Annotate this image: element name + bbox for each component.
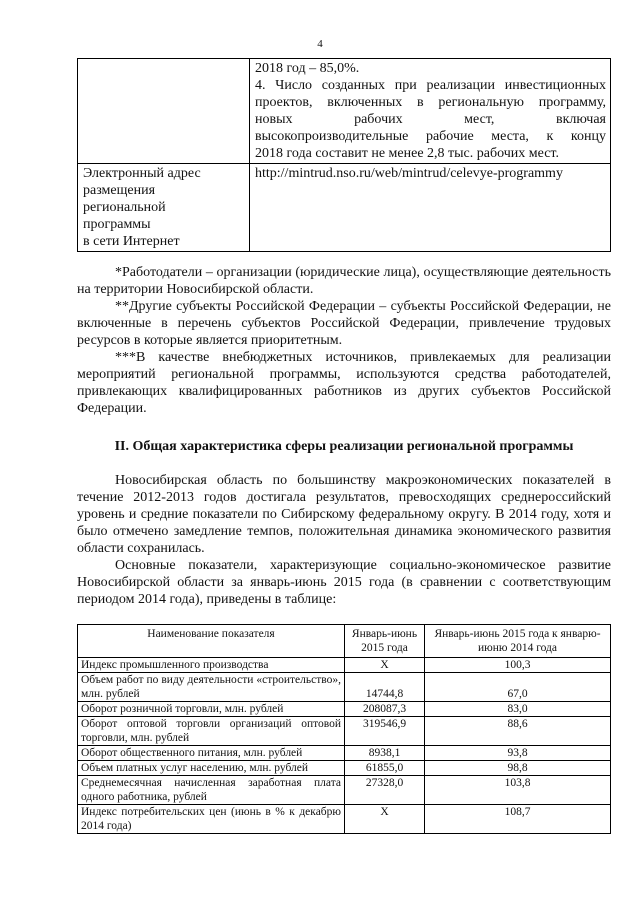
table-row xyxy=(78,59,611,164)
footnotes xyxy=(77,264,611,417)
indicator-name: Оборот оптовой торговли организаций оптовой торговли, млн. рублей xyxy=(78,717,345,746)
indicator-value-2015: 319546,9 xyxy=(345,717,425,746)
cell-line: Электронный адрес xyxy=(83,166,201,181)
table-header-row xyxy=(78,625,611,658)
footnote-other-subjects: **Другие субъекты Российской Федерации – субъекты Российской Федерации, не включенные в перечень субъектов Российской Федерации, привлечение трудовых ресурсов в которые является приоритетным. xyxy=(77,299,611,348)
header-indicator-name: Наименование показателя xyxy=(78,625,345,658)
indicators-table xyxy=(77,624,611,834)
table-row xyxy=(78,746,611,761)
indicator-name: Индекс промышленного производства xyxy=(78,658,345,673)
cell-line: проектов, включенных в региональную программу, xyxy=(255,95,606,110)
table-cell-left xyxy=(78,164,250,252)
page-number: 4 xyxy=(317,38,323,50)
indicator-ratio: 67,0 xyxy=(425,673,611,702)
indicator-value-2015: 8938,1 xyxy=(345,746,425,761)
cell-line: размещения xyxy=(83,183,156,198)
section-body xyxy=(77,472,611,608)
indicator-name: Оборот розничной торговли, млн. рублей xyxy=(78,702,345,717)
indicator-ratio: 98,8 xyxy=(425,761,611,776)
indicator-value-2015: 61855,0 xyxy=(345,761,425,776)
indicator-value-2015: 27328,0 xyxy=(345,776,425,805)
cell-line: новых рабочих мест, включая xyxy=(255,112,606,127)
cell-line: 2018 год – 85,0%. xyxy=(255,61,360,76)
cell-line: в сети Интернет xyxy=(83,234,180,249)
footnote-extrabudgetary: ***В качестве внебюджетных источников, привлекаемых для реализации мероприятий региональной программы, используются средства работодателей, привлекающих квалифицированных работников из других субъектов Российской Федерации. xyxy=(77,350,611,416)
indicator-name: Объем платных услуг населению, млн. рублей xyxy=(78,761,345,776)
table-row xyxy=(78,702,611,717)
program-url: http://mintrud.nso.ru/web/mintrud/celevye-programmy xyxy=(255,166,563,181)
body-paragraph: Основные показатели, характеризующие социально-экономическое развитие Новосибирской области за январь-июнь 2015 года (в сравнении с соответствующим периодом 2014 года), приведены в таблице: xyxy=(77,558,611,607)
footnote-employers: *Работодатели – организации (юридические лица), осуществляющие деятельность на территории Новосибирской области. xyxy=(77,265,611,297)
cell-line: высокопроизводительные рабочие места, к концу xyxy=(255,129,606,144)
indicator-ratio: 108,7 xyxy=(425,805,611,834)
table-row xyxy=(78,658,611,673)
table-cell-left xyxy=(78,59,250,164)
cell-line: региональной xyxy=(83,200,166,215)
cell-line: 2018 года составит не менее 2,8 тыс. рабочих мест. xyxy=(255,146,559,161)
indicator-value-2015: Х xyxy=(345,805,425,834)
indicator-value-2015: Х xyxy=(345,658,425,673)
indicator-value-2015: 208087,3 xyxy=(345,702,425,717)
program-passport-table xyxy=(77,58,611,252)
body-paragraph: Новосибирская область по большинству макроэкономических показателей в течение 2012-2013 годов достигала результатов, превосходящих среднероссийский уровень и средние показатели по Сибирскому федеральному округу. В 2014 году, хотя и было отмечено замедление темпов, положительная динамика экономического развития области сохранилась. xyxy=(77,473,611,556)
header-jan-jun-2015: Январь-июнь 2015 года xyxy=(345,625,425,658)
indicator-ratio: 88,6 xyxy=(425,717,611,746)
indicator-ratio: 100,3 xyxy=(425,658,611,673)
cell-line: 4. Число созданных при реализации инвестиционных xyxy=(255,78,606,93)
indicator-value-2015: 14744,8 xyxy=(345,673,425,702)
table-cell-right xyxy=(250,59,611,164)
table-cell-right xyxy=(250,164,611,252)
indicator-name: Среднемесячная начисленная заработная плата одного работника, рублей xyxy=(78,776,345,805)
section-heading: II. Общая характеристика сферы реализации региональной программы xyxy=(114,439,574,454)
indicator-ratio: 93,8 xyxy=(425,746,611,761)
table-row xyxy=(78,673,611,702)
table-row xyxy=(78,761,611,776)
indicator-ratio: 103,8 xyxy=(425,776,611,805)
indicator-name: Объем работ по виду деятельности «строительство», млн. рублей xyxy=(78,673,345,702)
indicator-ratio: 83,0 xyxy=(425,702,611,717)
table-row xyxy=(78,776,611,805)
header-jan-jun-ratio: Январь-июнь 2015 года к январю-июню 2014 года xyxy=(425,625,611,658)
cell-line: программы xyxy=(83,217,151,232)
table-row xyxy=(78,805,611,834)
indicator-name: Индекс потребительских цен (июнь в % к декабрю 2014 года) xyxy=(78,805,345,834)
indicator-name: Оборот общественного питания, млн. рублей xyxy=(78,746,345,761)
table-row xyxy=(78,164,611,252)
table-row xyxy=(78,717,611,746)
